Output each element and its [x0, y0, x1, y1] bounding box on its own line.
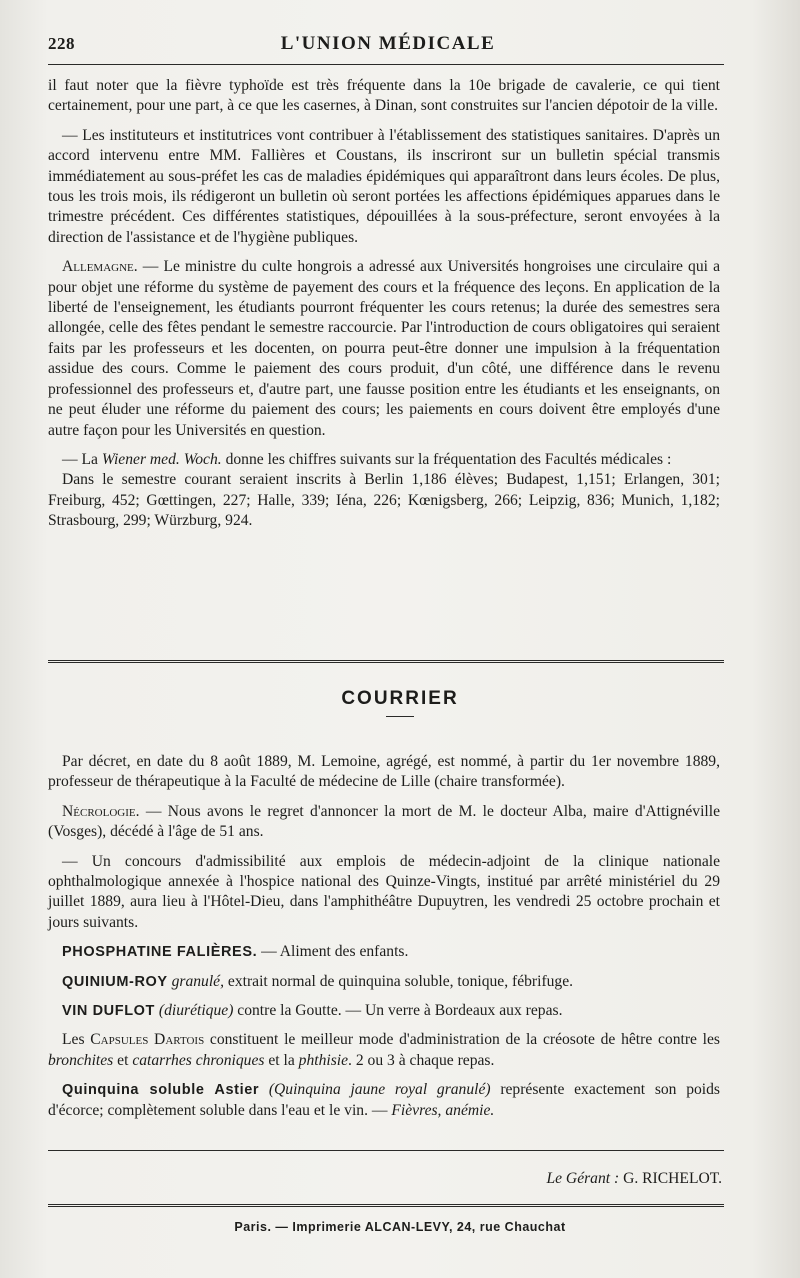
printer-footer: Paris. — Imprimerie ALCAN-LEVY, 24, rue Chauchat	[234, 1220, 566, 1234]
concours-paragraph: — Un concours d'admissibilité aux emplois de médecin-adjoint de la clinique nationale ophthalmologique annexée à l'hospice national des Quinze-Vingts, institué par arrêté ministériel du 29 juillet 1889, aura lieu à l'Hôtel-Dieu, dans l'amphithéâtre Dupuytren, les vendredi 25 octobre prochain et jours suivants.	[48, 852, 720, 931]
astier-text: représente exactement son poids d'écorce; complètement soluble dans l'eau et le vin. —	[48, 1081, 720, 1119]
capsules-name: Capsules Dartois	[90, 1031, 205, 1049]
ad-quinquina-astier	[48, 1080, 720, 1121]
vin-italic: (diurétique)	[158, 1002, 234, 1020]
phosphatine-text: — Aliment des enfants.	[257, 943, 409, 961]
courrier-title: COURRIER	[341, 688, 459, 709]
astier-brand: Quinquina soluble Astier	[62, 1082, 260, 1099]
phosphatine-brand: PHOSPHATINE FALIÈRES.	[62, 944, 258, 961]
quinium-brand: QUINIUM-ROY	[62, 973, 168, 990]
wiener-journal: Wiener med. Woch.	[101, 450, 222, 468]
astier-italic: (Quinquina jaune royal granulé)	[268, 1081, 491, 1099]
allemagne-paragraph	[48, 257, 720, 441]
quinium-italic: granulé,	[171, 972, 225, 990]
capsules-prefix: Les	[62, 1031, 91, 1049]
capsules-text3: . 2 ou 3 à chaque repas.	[348, 1051, 495, 1069]
quinium-text: extrait normal de quinquina soluble, tonique, fébrifuge.	[224, 972, 574, 990]
courrier-title-rule	[386, 716, 414, 717]
capsules-italic1: bronchites	[48, 1051, 114, 1069]
instituteurs-paragraph: — Les instituteurs et institutrices vont contribuer à l'établissement des statistiques sanitaires. D'après un accord intervenu entre MM. Fallières et Coustans, ils inscriront sur un bulletin spécial transmis immédiatement au sous-préfet les cas de maladies épidémiques qui apparaîtront dans leurs écoles. De plus, tous les trois mois, ils rédigeront un bulletin où seront portées les affections épidémiques apparues dans le trimestre précédent. Ces différentes statistiques, dépouillées à la sous-préfecture, seront envoyées à la direction de l'assistance et de l'hygiène publiques.	[48, 126, 720, 246]
ad-capsules-dartois	[48, 1030, 720, 1071]
page-number: 228	[48, 34, 75, 53]
section-divider	[48, 660, 724, 663]
wiener-prefix: — La	[62, 450, 102, 468]
courrier-column	[48, 752, 720, 1121]
footer-rule	[48, 1204, 724, 1207]
allemagne-label: Allemagne.	[62, 258, 138, 276]
necrologie-label: Nécrologie.	[62, 802, 140, 820]
signature-rule	[48, 1150, 724, 1151]
capsules-italic2: catarrhes chroniques	[132, 1051, 265, 1069]
typhoid-paragraph: il faut noter que la fièvre typhoïde est très fréquente dans la 10e brigade de cavalerie, ce qui tient certainement, pour une part, à ce que les casernes, à Dinan, sont construites sur l'ancien dépotoir de la ville.	[48, 77, 720, 115]
astier-italic2: Fièvres, anémie.	[391, 1101, 495, 1119]
wiener-stats: Dans le semestre courant seraient inscrits à Berlin 1,186 élèves; Budapest, 1,151; Erlangen, 301; Freiburg, 452; Gœttingen, 227; Halle, 339; Iéna, 226; Kœnigsberg, 266; Leipzig, 836; Munich, 1,182; Strasbourg, 299; Würzburg, 924.	[48, 471, 720, 530]
ad-quinium	[48, 972, 720, 992]
signature-name: G. RICHELOT.	[619, 1170, 722, 1187]
running-title: L'UNION MÉDICALE	[280, 33, 496, 54]
allemagne-text: — Le ministre du culte hongrois a adressé aux Universités hongroises une circulaire qui a pour objet une réforme du système de payement des cours et la fréquence des leçons. En application de la liberté de l'enseignement, les étudiants pourront fréquenter les cours retenus; la durée des semestres sera allongée, celle des fêtes pendant le semestre raccourcie. Par l'introduction de cours obligatoires qui seraient faits par les professeurs et les docenten, on pourra peut-être donner une impulsion à la fréquentation assidue des cours. Comme le paiement des cours produit, d'un côté, une différence dans le revenu professionnel des professeurs et, d'autre part, une fausse position entre les étudiants et les enseignants, on ne peut éluder une réforme du paiement des cours; les paiements en cours doivent être employés d'une autre façon pour les Universités en question.	[48, 258, 720, 439]
necrologie-paragraph	[48, 802, 720, 843]
page-header	[48, 30, 728, 60]
decret-paragraph: Par décret, en date du 8 août 1889, M. Lemoine, agrégé, est nommé, à partir du 1er novembre 1889, professeur de thérapeutique à la Faculté de médecine de Lille (chaire transformée).	[48, 753, 720, 791]
capsules-et: et	[113, 1051, 133, 1069]
news-column-top	[48, 76, 720, 532]
capsules-text2: et la	[264, 1051, 299, 1069]
vin-text: contre la Goutte. — Un verre à Bordeaux aux repas.	[233, 1002, 563, 1020]
signature	[546, 1170, 722, 1188]
wiener-paragraph	[48, 450, 720, 470]
header-rule	[48, 64, 724, 65]
signature-label: Le Gérant :	[546, 1170, 620, 1187]
vin-brand: VIN DUFLOT	[62, 1003, 155, 1020]
capsules-italic3: phthisie	[298, 1051, 349, 1069]
ad-phosphatine	[48, 942, 720, 962]
wiener-text: donne les chiffres suivants sur la fréquentation des Facultés médicales :	[221, 450, 672, 468]
capsules-text1: constituent le meilleur mode d'administration de la créosote de hêtre contre les	[204, 1031, 720, 1049]
ad-vin-duflot	[48, 1001, 720, 1021]
necrologie-text: — Nous avons le regret d'annoncer la mort de M. le docteur Alba, maire d'Attignéville (Vosges), décédé à l'âge de 51 ans.	[48, 802, 720, 841]
